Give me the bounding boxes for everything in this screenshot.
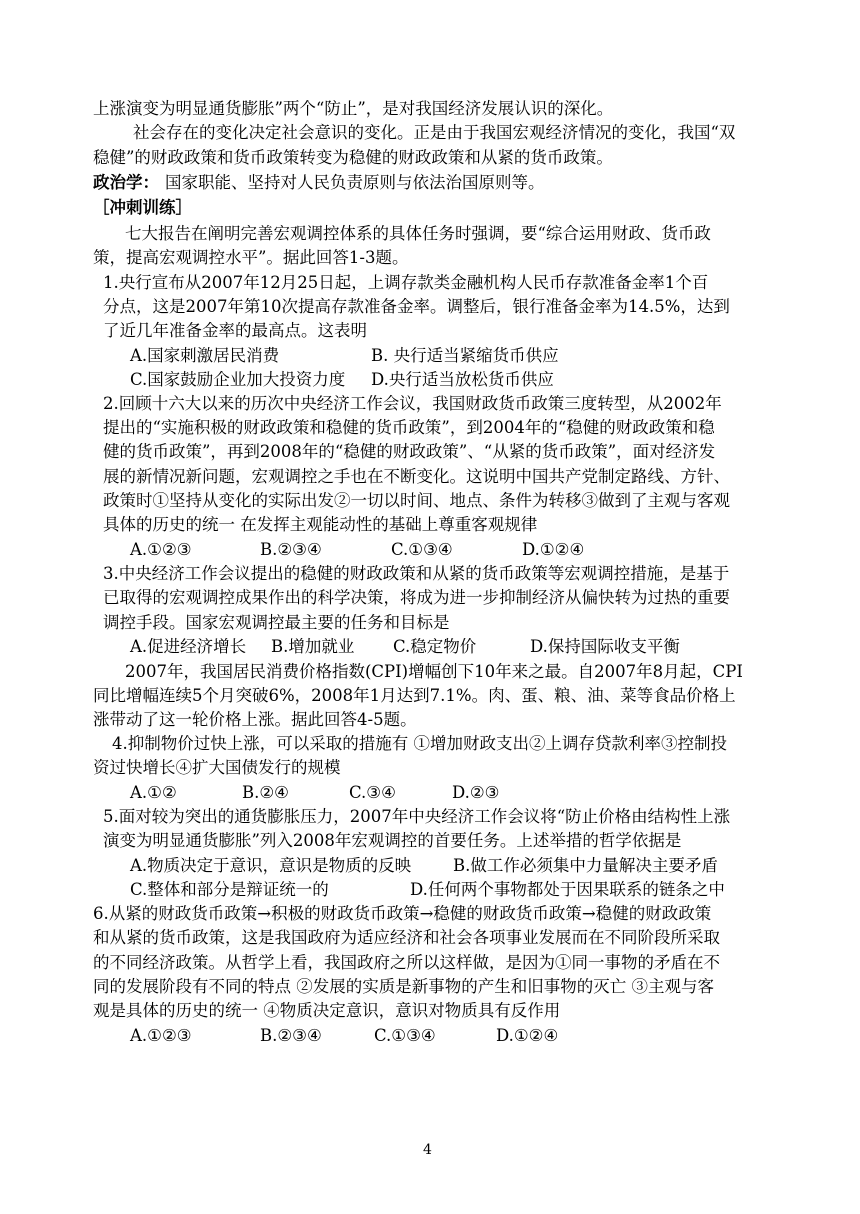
option-c: C.①③④ <box>374 1026 436 1045</box>
question-line: 政策时①坚持从变化的实际出发②一切以时间、地点、条件为转移③做到了主观与客观 <box>103 491 730 510</box>
option-b: B.增加就业 <box>271 637 355 656</box>
option-c: C.国家鼓励企业加大投资力度 <box>130 370 346 389</box>
question-line: 提出的“实施积极的财政政策和稳健的货币政策”，到2004年的“稳健的财政政策和稳 <box>103 418 715 437</box>
question-line: 2.回顾十六大以来的历次中央经济工作会议，我国财政货币政策三度转型，从2002年 <box>103 394 722 413</box>
option-c: C.③④ <box>349 783 396 802</box>
option-c: C.稳定物价 <box>393 637 477 656</box>
section-heading: ［冲刺训练］ <box>93 198 192 217</box>
text-line: 策，提高宏观调控水平”。据此回答1-3题。 <box>93 248 409 267</box>
option-b: B.②③④ <box>260 540 322 559</box>
option-d: D.央行适当放松货币供应 <box>371 370 554 389</box>
text-line: 涨带动了这一轮价格上涨。据此回答4-5题。 <box>93 710 417 729</box>
page-number: 4 <box>423 1142 432 1158</box>
question-line: 和从紧的货币政策，这是我国政府为适应经济和社会各项事业发展而在不同阶段所采取 <box>93 928 720 947</box>
option-d: D.任何两个事物都处于因果联系的链条之中 <box>410 880 725 899</box>
option-b: B.②④ <box>242 783 289 802</box>
question-line: 已取得的宏观调控成果作出的科学决策，将成为进一步抑制经济从偏快转为过热的重要 <box>103 588 730 607</box>
option-d: D.保持国际收支平衡 <box>530 637 680 656</box>
option-a: A.①②③ <box>130 1026 192 1045</box>
question-line: 分点，这是2007年第10次提高存款准备金率。调整后，银行准备金率为14.5%，达到 <box>103 297 730 316</box>
question-line: 4.抑制物价过快上涨，可以采取的措施有 ①增加财政支出②上调存贷款利率③控制投 <box>112 734 727 753</box>
question-line: 具体的历史的统一 在发挥主观能动性的基础上尊重客观规律 <box>103 515 538 534</box>
question-line: 了近几年准备金率的最高点。这表明 <box>103 321 367 340</box>
question-line: 的不同经济政策。从哲学上看，我国政府之所以这样做，是因为①同一事物的矛盾在不 <box>93 953 720 972</box>
text-line: 国家职能、坚持对人民负责原则与依法治国原则等。 <box>165 173 545 192</box>
text-line: 社会存在的变化决定社会意识的变化。正是由于我国宏观经济情况的变化，我国“双 <box>133 123 736 142</box>
option-a: A.国家刺激居民消费 <box>130 346 280 365</box>
section-heading: 政治学： <box>93 173 159 192</box>
question-line: 资过快增长④扩大国债发行的规模 <box>93 758 341 777</box>
option-d: D.②③ <box>452 783 500 802</box>
option-a: A.促进经济增长 <box>130 637 247 656</box>
text-line: 2007年，我国居民消费价格指数(CPI)增幅创下10年来之最。自2007年8月起，CPI <box>125 662 743 681</box>
option-c: C.①③④ <box>391 540 453 559</box>
option-a: A.物质决定于意识，意识是物质的反映 <box>130 856 412 875</box>
option-d: D.①②④ <box>522 540 585 559</box>
option-a: A.①② <box>130 783 177 802</box>
question-line: 1.央行宣布从2007年12月25日起，上调存款类金融机构人民币存款准备金率1个百 <box>103 273 709 292</box>
text-line: 上涨演变为明显通货膨胀”两个“防止”，是对我国经济发展认识的深化。 <box>93 99 614 118</box>
question-line: 调控手段。国家宏观调控最主要的任务和目标是 <box>103 613 450 632</box>
text-line: 同比增幅连续5个月突破6%，2008年1月达到7.1%。肉、蛋、粮、油、菜等食品价格上 <box>93 686 736 705</box>
question-line: 观是具体的历史的统一 ④物质决定意识，意识对物质具有反作用 <box>93 1001 561 1020</box>
option-b: B.做工作必须集中力量解决主要矛盾 <box>453 856 718 875</box>
option-c: C.整体和部分是辩证统一的 <box>130 880 329 899</box>
question-line: 展的新情况新问题，宏观调控之手也在不断变化。这说明中国共产党制定路线、方针、 <box>103 467 730 486</box>
text-line: 七大报告在阐明完善宏观调控体系的具体任务时强调，要“综合运用财政、货币政 <box>125 224 711 243</box>
question-line: 5.面对较为突出的通货膨胀压力，2007年中央经济工作会议将“防止价格由结构性上涨 <box>103 807 731 826</box>
option-b: B. 央行适当紧缩货币供应 <box>371 346 559 365</box>
option-d: D.①②④ <box>496 1026 559 1045</box>
question-line: 6.从紧的财政货币政策→积极的财政货币政策→稳健的财政货币政策→稳健的财政政策 <box>93 904 712 923</box>
question-line: 3.中央经济工作会议提出的稳健的财政政策和从紧的货币政策等宏观调控措施，是基于 <box>103 564 730 583</box>
text-line: 稳健”的财政政策和货币政策转变为稳健的财政政策和从紧的货币政策。 <box>93 148 613 167</box>
question-line: 健的货币政策”，再到2008年的“稳健的财政政策”、“从紧的货币政策”，面对经济发 <box>103 442 716 461</box>
question-line: 演变为明显通货膨胀”列入2008年宏观调控的首要任务。上述举措的哲学依据是 <box>103 831 682 850</box>
option-b: B.②③④ <box>260 1026 322 1045</box>
question-line: 同的发展阶段有不同的特点 ②发展的实质是新事物的产生和旧事物的灭亡 ③主观与客 <box>93 977 714 996</box>
option-a: A.①②③ <box>130 540 192 559</box>
